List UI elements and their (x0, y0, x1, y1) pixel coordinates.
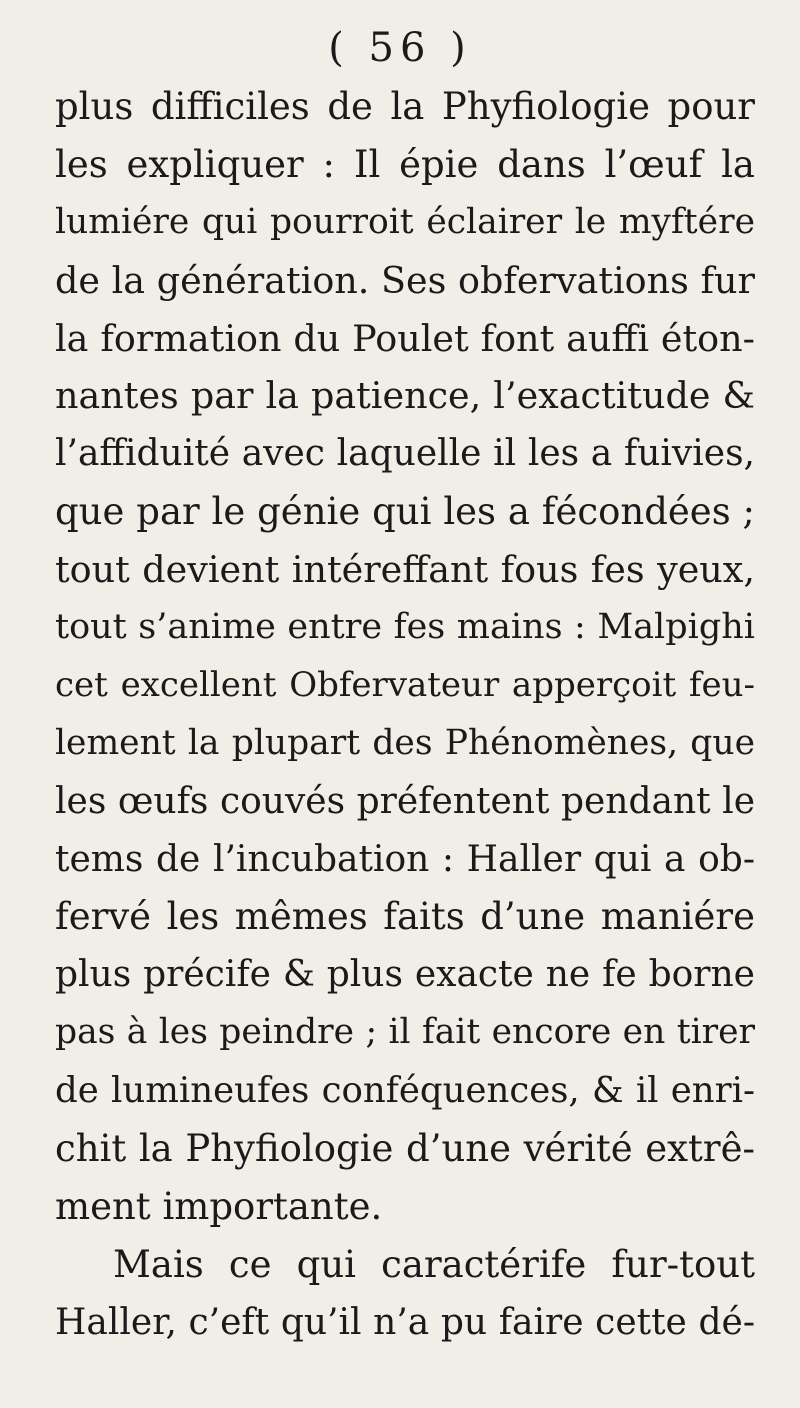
page-body-text (55, 78, 755, 1352)
text-line: plus précife & plus exacte ne fe borne (55, 954, 755, 996)
text-line: cet excellent Obfervateur apperçoit feu- (55, 664, 755, 705)
text-line: les œufs couvés préfentent pendant le (55, 780, 755, 822)
text-line: Haller, c’eft qu’il n’a pu faire cette dé- (55, 1301, 755, 1343)
text-line: pas à les peindre ; il fait encore en tirer (55, 1012, 755, 1053)
text-line: la formation du Poulet font auffi éton- (55, 316, 755, 360)
paragraph-start-line: Mais ce qui caractérife fur-tout (113, 1242, 755, 1286)
paragraph-end-line: ment importante. (55, 1184, 383, 1228)
text-line: l’affiduité avec laquelle il les a fuivies, (55, 433, 755, 475)
text-line: que par le génie qui les a fécondées ; (55, 490, 755, 534)
text-line: lement la plupart des Phénomènes, que (55, 722, 755, 763)
text-line: les expliquer : Il épie dans l’œuf la (55, 142, 755, 186)
text-line: tems de l’incubation : Haller qui a ob- (55, 838, 755, 880)
text-line: de la génération. Ses obfervations fur (55, 258, 755, 302)
text-line: fervé les mêmes faits d’une maniére (55, 895, 755, 939)
text-line: de lumineufes conféquences, & il enri- (55, 1070, 755, 1112)
text-line: chit la Phyfiologie d’une vérité extrê- (55, 1127, 755, 1171)
page-number: ( 56 ) (328, 25, 472, 71)
text-line: tout devient intéreffant fous fes yeux, (55, 548, 755, 592)
text-line: nantes par la patience, l’exactitude & (55, 374, 755, 418)
text-line: lumiére qui pourroit éclairer le myftére (55, 201, 755, 242)
text-line: plus difficiles de la Phyfiologie pour (55, 85, 755, 128)
text-line: tout s’anime entre fes mains : Malpighi (55, 607, 755, 648)
